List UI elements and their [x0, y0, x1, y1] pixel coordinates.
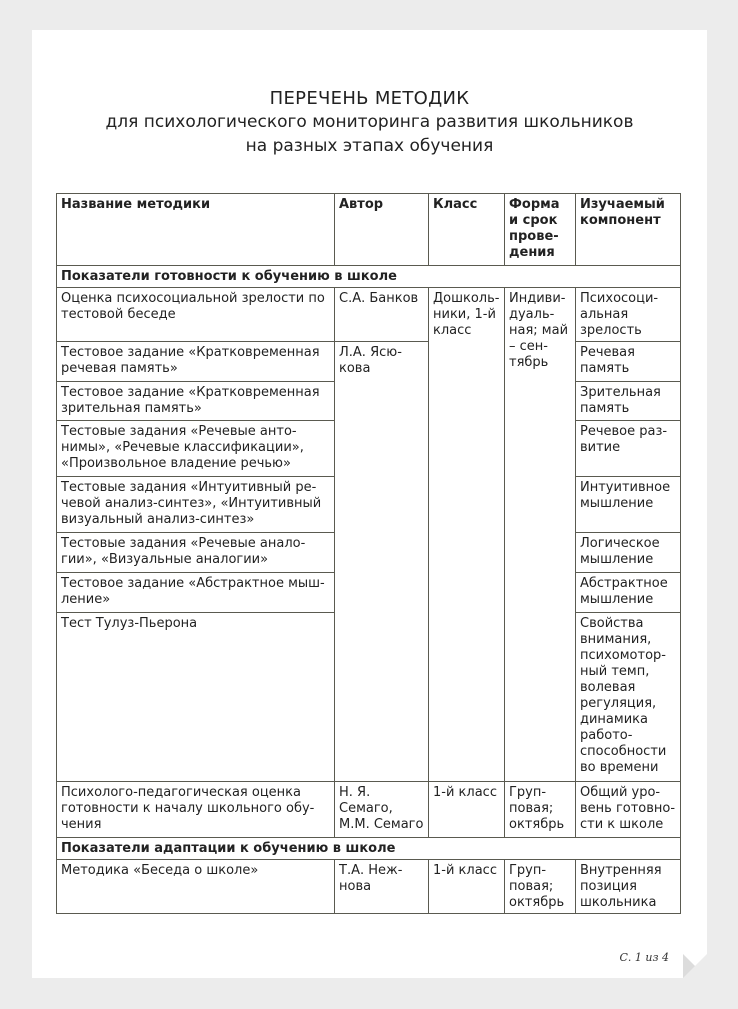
table-row: [57, 288, 681, 342]
cell-name: Оценка психосоциальной зрелости по тестовой беседе: [57, 288, 335, 342]
page-title: ПЕРЕЧЕНЬ МЕТОДИК: [269, 88, 470, 109]
methods-table: [56, 193, 681, 914]
cell-name: Тестовое задание «Абстрактное мыш-ление»: [57, 573, 335, 613]
cell-name: Тестовое задание «Кратковременная речевая память»: [57, 342, 335, 382]
cell-name: Тестовые задания «Речевые анало-гии», «Визуальные аналогии»: [57, 533, 335, 573]
section-title-adaptation: Показатели адаптации к обучению в школе: [57, 838, 681, 860]
cell-form: Индиви-дуаль-ная; май – сен-тябрь: [505, 288, 576, 782]
cell-component: Логическое мышление: [576, 533, 681, 573]
cell-component: Речевая память: [576, 342, 681, 382]
cell-grade: Дошколь-ники, 1-й класс: [429, 288, 505, 782]
page-number: С. 1 из 4: [619, 951, 669, 964]
cell-component: Психосоци-альная зрелость: [576, 288, 681, 342]
table-row: [57, 342, 681, 382]
table-row: [57, 782, 681, 838]
header-author: Автор: [335, 194, 429, 266]
header-form: Форма и срок прове-дения: [505, 194, 576, 266]
cell-component: Свойства внимания, психомотор-ный темп, волевая регуляция, динамика работо-способности во времени: [576, 613, 681, 782]
page-subtitle-line2: на разных этапах обучения: [245, 136, 494, 156]
page-subtitle-line1: для психологического мониторинга развития школьников: [105, 112, 634, 132]
cell-author: С.А. Банков: [335, 288, 429, 342]
cell-grade: 1-й класс: [429, 782, 505, 838]
cell-author: Н. Я. Семаго, М.М. Семаго: [335, 782, 429, 838]
cell-component: Общий уро-вень готовно-сти к школе: [576, 782, 681, 838]
table-header-row: [57, 194, 681, 266]
cell-author: Т.А. Неж-нова: [335, 860, 429, 914]
cell-name: Тестовое задание «Кратковременная зрительная память»: [57, 382, 335, 421]
table-row: [57, 860, 681, 914]
cell-component: Зрительная память: [576, 382, 681, 421]
header-component: Изучаемый компонент: [576, 194, 681, 266]
header-grade: Класс: [429, 194, 505, 266]
cell-author: Л.А. Ясю-кова: [335, 342, 429, 782]
section-row: [57, 266, 681, 288]
cell-grade: 1-й класс: [429, 860, 505, 914]
cell-component: Интуитивное мышление: [576, 477, 681, 533]
cell-component: Речевое раз-витие: [576, 421, 681, 477]
cell-form: Груп-повая; октябрь: [505, 782, 576, 838]
cell-name: Тестовые задания «Речевые анто-нимы», «Речевые классификации», «Произвольное владение речью»: [57, 421, 335, 477]
page-fold-cut: [683, 954, 707, 978]
section-title-readiness: Показатели готовности к обучению в школе: [57, 266, 681, 288]
cell-name: Методика «Беседа о школе»: [57, 860, 335, 914]
section-row: [57, 838, 681, 860]
cell-form: Груп-повая; октябрь: [505, 860, 576, 914]
header-name: Название методики: [57, 194, 335, 266]
cell-name: Тестовые задания «Интуитивный ре-чевой анализ-синтез», «Интуитивный визуальный анализ-синтез»: [57, 477, 335, 533]
cell-component: Абстрактное мышление: [576, 573, 681, 613]
title-block: [32, 88, 707, 158]
cell-name: Психолого-педагогическая оценка готовности к началу школьного обу-чения: [57, 782, 335, 838]
cell-name: Тест Тулуз-Пьерона: [57, 613, 335, 782]
document-page: [32, 30, 707, 978]
cell-component: Внутренняя позиция школьника: [576, 860, 681, 914]
